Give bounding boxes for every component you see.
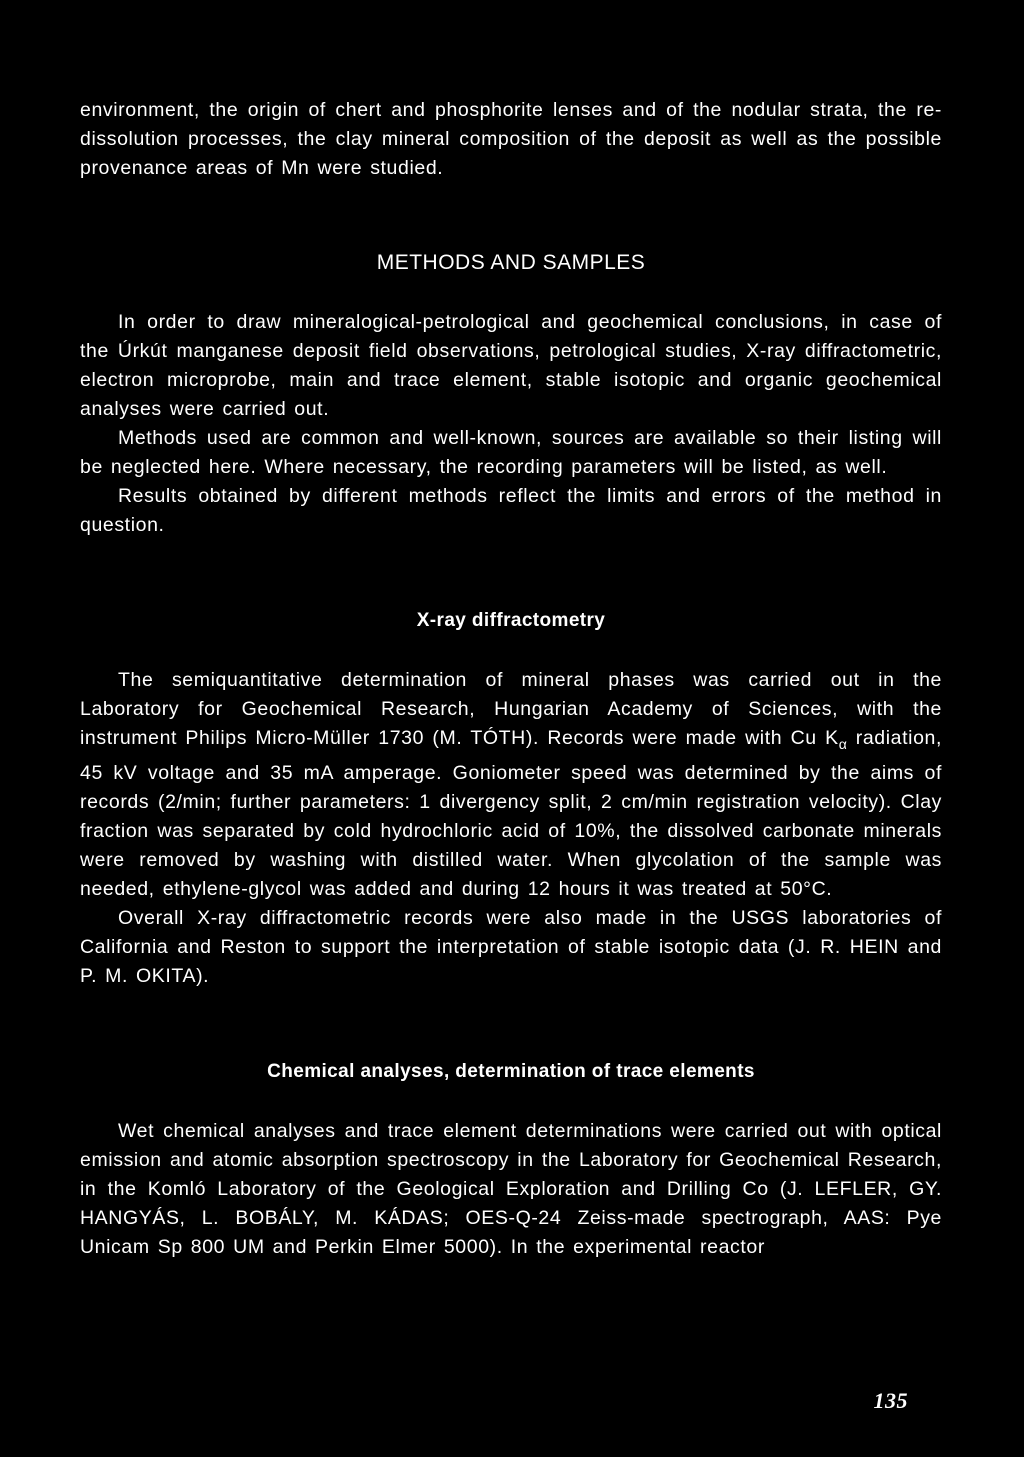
methods-paragraph-3: Results obtained by different methods reflect the limits and errors of the method in question. bbox=[80, 485, 942, 536]
methods-paragraph-2: Methods used are common and well-known, sources are available so their listing will be neglected here. Where necessary, the recording parameters will be listed, as well. bbox=[80, 427, 942, 478]
xray-paragraph-1 bbox=[80, 666, 942, 904]
methods-heading: METHODS AND SAMPLES bbox=[376, 251, 646, 274]
xray-paragraph-1-part-a: The semiquantitative determination of mineral phases was carried out in the Laboratory for Geochemical Research, Hungarian Academy of Sciences, with the instrument Philips Micro-Müller 1730 (M. TÓTH). Records were made with Cu K bbox=[80, 669, 942, 749]
intro-paragraph: environment, the origin of chert and phosphorite lenses and of the nodular strata, the re-dissolution processes, the clay mineral composition of the deposit as well as the possible provenance areas of Mn were studied. bbox=[80, 99, 942, 179]
page-content bbox=[80, 96, 942, 1262]
chemical-paragraph-1: Wet chemical analyses and trace element determinations were carried out with optical emission and atomic absorption spectroscopy in the Laboratory for Geochemical Research, in the Komló Laboratory of the Geological Exploration and Drilling Co (J. LEFLER, GY. HANGYÁS, L. BOBÁLY, M. KÁDAS; OES-Q-24 Zeiss-made spectrograph, AAS: Pye Unicam Sp 800 UM and Perkin Elmer 5000). In the experimental reactor bbox=[80, 1119, 942, 1258]
xray-paragraph-2: Overall X-ray diffractometric records were also made in the USGS laboratories of California and Reston to support the interpretation of stable isotopic data (J. R. HEIN and P. M. OKITA). bbox=[80, 906, 942, 987]
page-number: 135 bbox=[873, 1388, 908, 1413]
k-alpha-subscript: α bbox=[838, 735, 848, 752]
chemical-heading: Chemical analyses, determination of trace elements bbox=[267, 1060, 755, 1082]
xray-paragraph-1-part-b: radiation, 45 kV voltage and 35 mA amperage. Goniometer speed was determined by the aims of records (2/min; further parameters: 1 divergency split, 2 cm/min registration velocity). Clay fraction was separated by cold hydrochloric acid of 10%, the dissolved carbonate minerals were removed by washing with distilled water. When glycolation of the sample was needed, ethylene-glycol was added and during 12 hours it was treated at 50°C. bbox=[80, 727, 942, 900]
methods-paragraph-1: In order to draw mineralogical-petrological and geochemical conclusions, in case of the Úrkút manganese deposit field observations, petrological studies, X-ray diffractometric, electron microprobe, main and trace element, stable isotopic and organic geochemical analyses were carried out. bbox=[80, 311, 942, 420]
xray-heading: X-ray diffractometry bbox=[416, 610, 606, 631]
